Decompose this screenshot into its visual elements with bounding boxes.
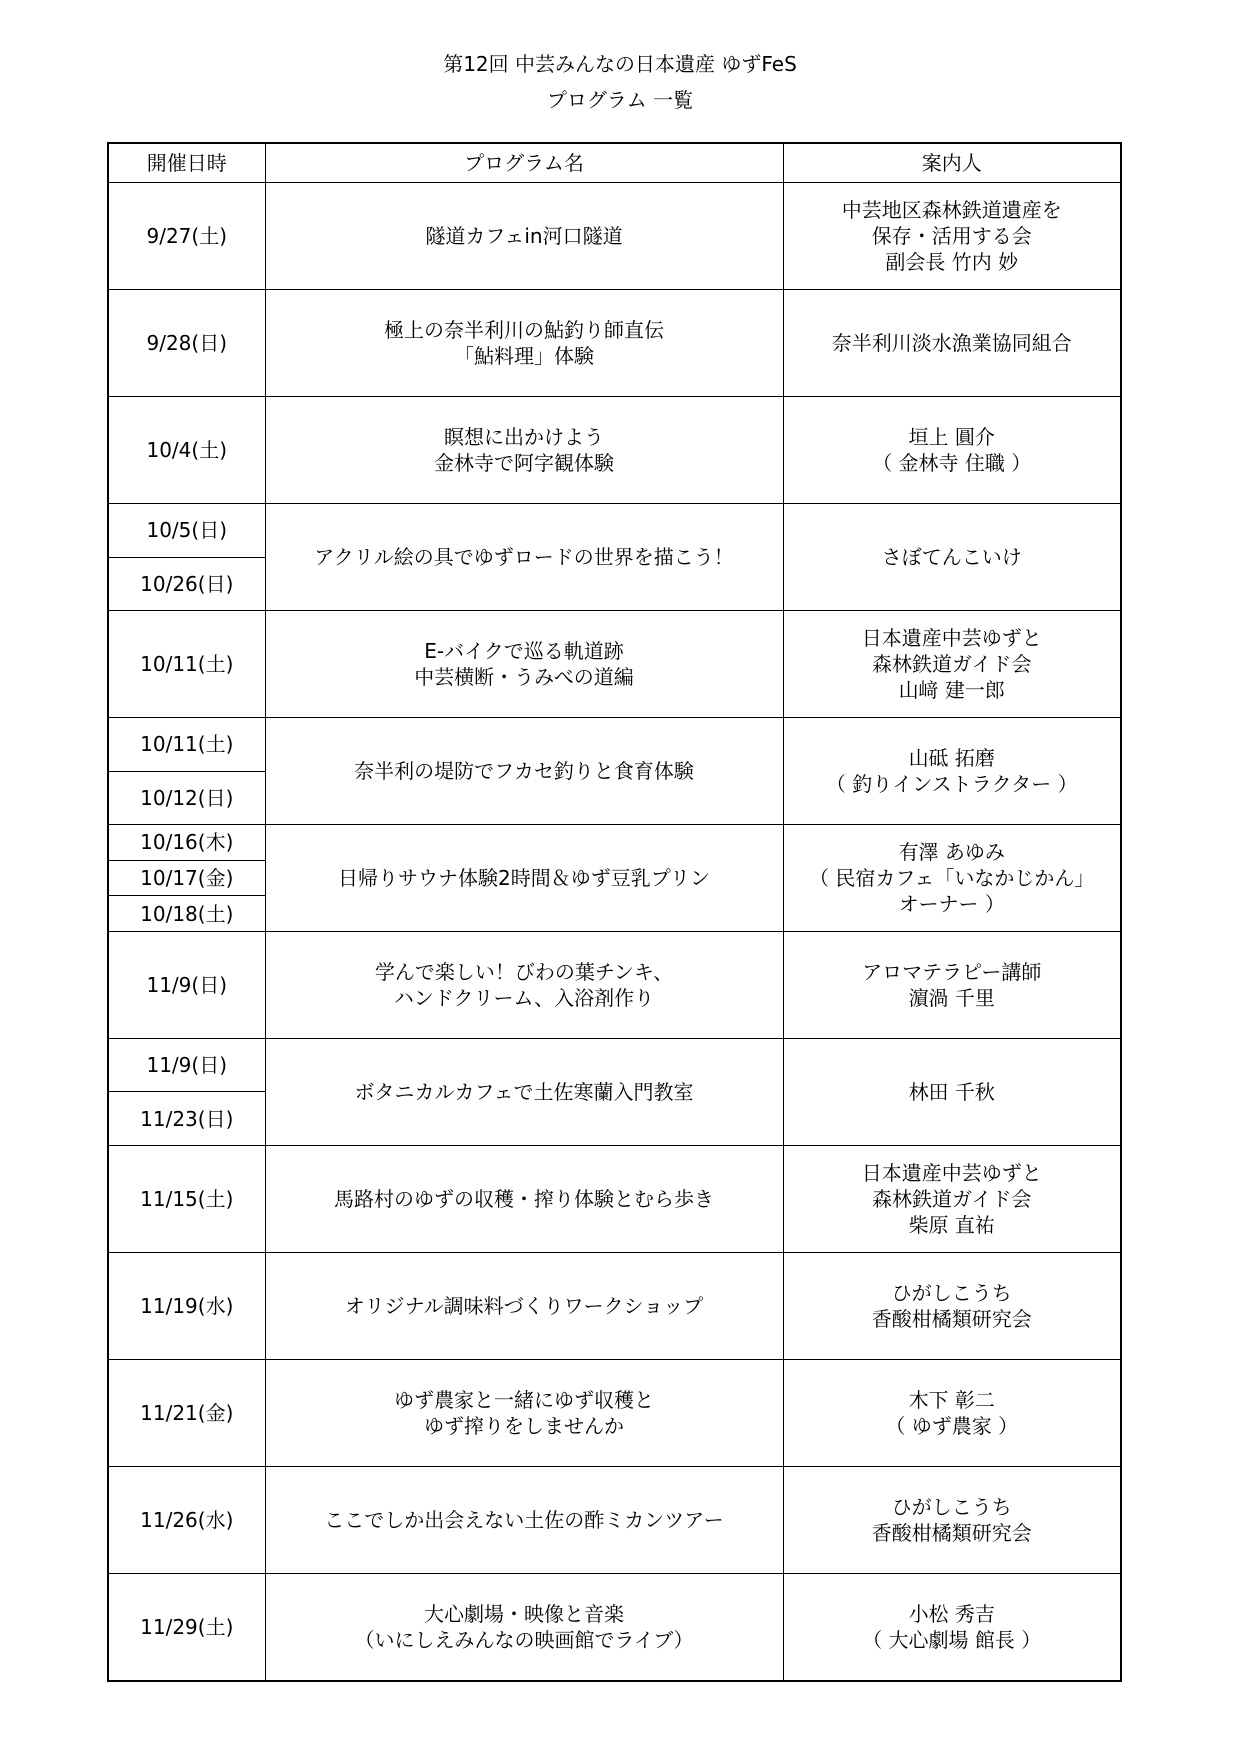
event-date: 10/16(木) bbox=[108, 825, 265, 861]
table-row bbox=[108, 1038, 1121, 1092]
table-row bbox=[108, 397, 1121, 504]
table-row bbox=[108, 1573, 1121, 1681]
event-date: 10/11(土) bbox=[108, 611, 265, 718]
page-subtitle: プログラム 一覧 bbox=[546, 88, 694, 112]
program-name: 日帰りサウナ体験2時間＆ゆず豆乳プリン bbox=[265, 825, 783, 932]
guide-name: 日本遺産中芸ゆずと 森林鉄道ガイド会 山﨑 建一郎 bbox=[783, 611, 1121, 718]
guide-name: 垣上 圓介 （ 金林寺 住職 ） bbox=[783, 397, 1121, 504]
table-row bbox=[108, 1252, 1121, 1359]
program-name: 学んで楽しい！びわの葉チンキ、 ハンドクリーム、入浴剤作り bbox=[265, 931, 783, 1038]
guide-name: 中芸地区森林鉄道遺産を 保存・活用する会 副会長 竹内 妙 bbox=[783, 183, 1121, 290]
program-name: ここでしか出会えない土佐の酢ミカンツアー bbox=[265, 1466, 783, 1573]
table-row bbox=[108, 183, 1121, 290]
program-name: ゆず農家と一緒にゆず収穫と ゆず搾りをしませんか bbox=[265, 1359, 783, 1466]
guide-name: ひがしこうち 香酸柑橘類研究会 bbox=[783, 1252, 1121, 1359]
event-date: 10/26(日) bbox=[108, 557, 265, 611]
event-date: 11/9(日) bbox=[108, 931, 265, 1038]
table-row bbox=[108, 1359, 1121, 1466]
guide-name: 日本遺産中芸ゆずと 森林鉄道ガイド会 柴原 直祐 bbox=[783, 1145, 1121, 1252]
event-date: 10/5(日) bbox=[108, 504, 265, 558]
program-name: 隧道カフェin河口隧道 bbox=[265, 183, 783, 290]
program-name: 極上の奈半利川の鮎釣り師直伝 「鮎料理」体験 bbox=[265, 290, 783, 397]
page-title: 第12回 中芸みんなの日本遺産 ゆずFeS bbox=[443, 52, 797, 76]
table-row bbox=[108, 931, 1121, 1038]
program-name: オリジナル調味料づくりワークショップ bbox=[265, 1252, 783, 1359]
table-row bbox=[108, 718, 1121, 772]
guide-name: 木下 彰二 （ ゆず農家 ） bbox=[783, 1359, 1121, 1466]
program-name: 大心劇場・映像と音楽 （いにしえみんなの映画館でライブ） bbox=[265, 1573, 783, 1681]
table-header-row bbox=[108, 143, 1121, 183]
title-block bbox=[0, 48, 1240, 120]
guide-name: 有澤 あゆみ （ 民宿カフェ「いなかじかん」 オーナー ） bbox=[783, 825, 1121, 932]
guide-name: 小松 秀吉 （ 大心劇場 館長 ） bbox=[783, 1573, 1121, 1681]
program-name: アクリル絵の具でゆずロードの世界を描こう！ bbox=[265, 504, 783, 611]
column-header-date: 開催日時 bbox=[108, 143, 265, 183]
event-date: 10/17(金) bbox=[108, 860, 265, 896]
table-row bbox=[108, 825, 1121, 861]
event-date: 9/28(日) bbox=[108, 290, 265, 397]
event-date: 11/19(水) bbox=[108, 1252, 265, 1359]
event-date: 10/4(土) bbox=[108, 397, 265, 504]
program-name: E-バイクで巡る軌道跡 中芸横断・うみべの道編 bbox=[265, 611, 783, 718]
event-date: 10/18(土) bbox=[108, 896, 265, 932]
column-header-program: プログラム名 bbox=[265, 143, 783, 183]
table-row bbox=[108, 611, 1121, 718]
event-date: 9/27(土) bbox=[108, 183, 265, 290]
event-date: 11/29(土) bbox=[108, 1573, 265, 1681]
guide-name: さぼてんこいけ bbox=[783, 504, 1121, 611]
event-date: 11/23(日) bbox=[108, 1092, 265, 1146]
guide-name: 林田 千秋 bbox=[783, 1038, 1121, 1145]
table-row bbox=[108, 504, 1121, 558]
event-date: 10/11(土) bbox=[108, 718, 265, 772]
table-row bbox=[108, 1145, 1121, 1252]
table-row bbox=[108, 1466, 1121, 1573]
guide-name: アロマテラピー講師 濵渦 千里 bbox=[783, 931, 1121, 1038]
guide-name: ひがしこうち 香酸柑橘類研究会 bbox=[783, 1466, 1121, 1573]
guide-name: 奈半利川淡水漁業協同組合 bbox=[783, 290, 1121, 397]
event-date: 11/9(日) bbox=[108, 1038, 265, 1092]
column-header-guide: 案内人 bbox=[783, 143, 1121, 183]
event-date: 10/12(日) bbox=[108, 771, 265, 825]
table-row bbox=[108, 290, 1121, 397]
table-body bbox=[108, 183, 1121, 1681]
event-date: 11/21(金) bbox=[108, 1359, 265, 1466]
event-date: 11/26(水) bbox=[108, 1466, 265, 1573]
program-table bbox=[107, 142, 1122, 1682]
program-name: 馬路村のゆずの収穫・搾り体験とむら歩き bbox=[265, 1145, 783, 1252]
guide-name: 山砥 拓磨 （ 釣りインストラクター ） bbox=[783, 718, 1121, 825]
program-name: 瞑想に出かけよう 金林寺で阿字観体験 bbox=[265, 397, 783, 504]
program-name: ボタニカルカフェで土佐寒蘭入門教室 bbox=[265, 1038, 783, 1145]
program-name: 奈半利の堤防でフカセ釣りと食育体験 bbox=[265, 718, 783, 825]
event-date: 11/15(土) bbox=[108, 1145, 265, 1252]
